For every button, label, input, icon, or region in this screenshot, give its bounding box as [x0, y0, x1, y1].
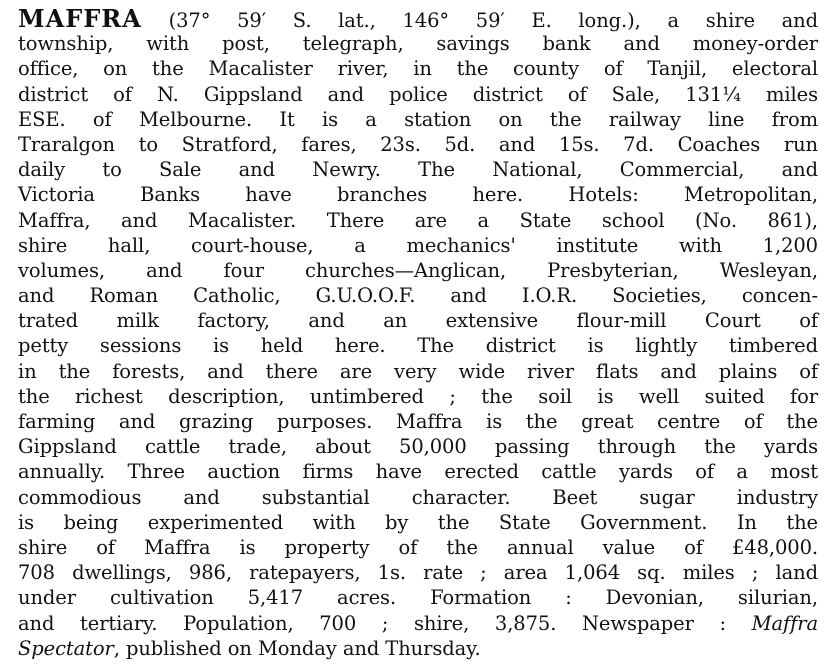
entry-line: Maffra, and Macalister. There are a State school (No. 861),: [18, 208, 818, 232]
gazetteer-entry: [18, 6, 818, 661]
entry-line: district of N. Gippsland and police district of Sale, 131¼ miles: [18, 82, 818, 106]
entry-line: ESE. of Melbourne. It is a station on the railway line from: [18, 107, 818, 131]
newspaper-name-continued: Spectator: [18, 636, 114, 660]
entry-line: Gippsland cattle trade, about 50,000 passing through the yards: [18, 435, 818, 459]
entry-line: township, with post, telegraph, savings bank and money-order: [18, 32, 818, 56]
entry-line: petty sessions is held here. The district is lightly timbered: [18, 334, 818, 358]
entry-line: [18, 611, 818, 636]
newspaper-name: Maffra: [751, 611, 818, 635]
entry-line: Victoria Banks have branches here. Hotels: Metropolitan,: [18, 183, 818, 207]
entry-line-text: , published on Monday and Thursday.: [113, 636, 481, 660]
entry-line: commodious and substantial character. Beet sugar industry: [18, 485, 818, 509]
entry-line: is being experimented with by the State Government. In the: [18, 510, 818, 534]
entry-line: shire of Maffra is property of the annual value of £48,000.: [18, 535, 818, 559]
entry-line: volumes, and four churches—Anglican, Presbyterian, Wesleyan,: [18, 258, 818, 282]
entry-line: 708 dwellings, 986, ratepayers, 1s. rate ; area 1,064 sq. miles ; land: [18, 561, 818, 585]
entry-line: [18, 636, 818, 661]
entry-line-text: and tertiary. Population, 700 ; shire, 3,875. Newspaper :: [18, 611, 752, 635]
entry-line: the richest description, untimbered ; the soil is well suited for: [18, 384, 818, 408]
entry-line: under cultivation 5,417 acres. Formation : Devonian, silurian,: [18, 586, 818, 610]
entry-line: Traralgon to Stratford, fares, 23s. 5d. and 15s. 7d. Coaches run: [18, 132, 818, 156]
entry-line: daily to Sale and Newry. The National, Commercial, and: [18, 158, 818, 182]
entry-line: trated milk factory, and an extensive flour-mill Court of: [18, 309, 818, 333]
entry-line-text: (37° 59′ S. lat., 146° 59′ E. long.), a shire and: [141, 9, 818, 32]
entry-line: annually. Three auction firms have erected cattle yards of a most: [18, 460, 818, 484]
headword: MAFFRA: [18, 4, 142, 33]
entry-line: office, on the Macalister river, in the county of Tanjil, electoral: [18, 57, 818, 81]
entry-line: [18, 6, 818, 31]
entry-line: and Roman Catholic, G.U.O.O.F. and I.O.R. Societies, concen-: [18, 284, 818, 308]
entry-line: shire hall, court-house, a mechanics' institute with 1,200: [18, 233, 818, 257]
entry-line: farming and grazing purposes. Maffra is the great centre of the: [18, 410, 818, 433]
entry-line: in the forests, and there are very wide river flats and plains of: [18, 359, 818, 383]
